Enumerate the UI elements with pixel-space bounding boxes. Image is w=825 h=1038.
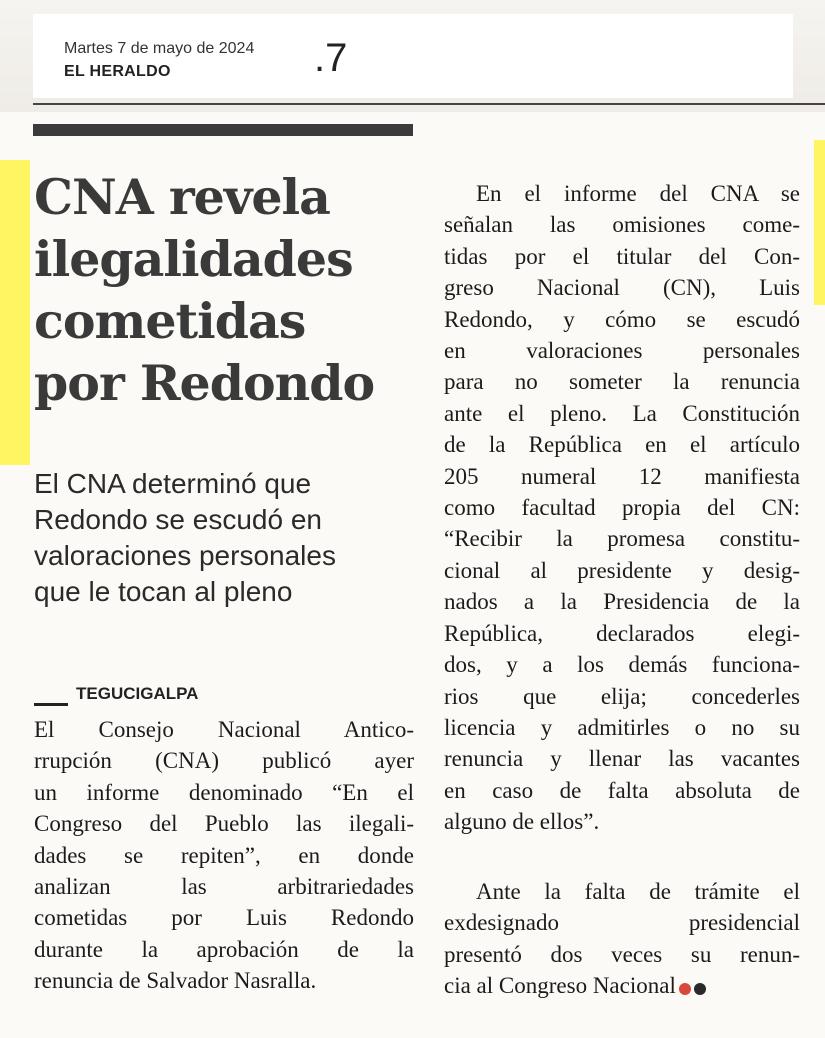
text-line: señalan las omisiones come- bbox=[444, 212, 800, 238]
text-line: licencia y admitirles o no su bbox=[444, 714, 800, 740]
text-line: como facultad propia del CN: bbox=[444, 495, 800, 521]
text-line: exdesignado presidencial bbox=[444, 910, 800, 936]
article-column-1 bbox=[34, 714, 414, 997]
text-line: presentó dos veces su renun- bbox=[444, 941, 800, 967]
text-line: rios que elija; concederles bbox=[444, 683, 800, 709]
text-line: cional al presidente y desig- bbox=[444, 557, 800, 583]
text-line: para no someter la renuncia bbox=[444, 369, 800, 395]
text-line: renuncia y llenar las vacantes bbox=[444, 746, 800, 772]
text-line: nados a la Presidencia de la bbox=[444, 589, 800, 615]
text-line: El Consejo Nacional Antico- bbox=[34, 717, 414, 742]
article-column-2 bbox=[444, 178, 800, 838]
text-line: Redondo, y cómo se escudó bbox=[444, 306, 800, 332]
text-line: tidas por el titular del Con- bbox=[444, 243, 800, 269]
headline-line: ilegalidades bbox=[34, 230, 353, 288]
text-line: República, declarados elegi- bbox=[444, 620, 800, 646]
header-rule bbox=[33, 103, 825, 105]
text-line: greso Nacional (CN), Luis bbox=[444, 275, 800, 301]
text-line: “Recibir la promesa constitu- bbox=[444, 526, 800, 552]
text-line: alguno de ellos”. bbox=[444, 809, 600, 835]
dateline-dash bbox=[34, 703, 68, 706]
text-line: de la República en el artículo bbox=[444, 432, 800, 458]
headline-line: CNA revela bbox=[34, 168, 330, 226]
text-line: ante el pleno. La Constitución bbox=[444, 400, 800, 426]
text-line: En el informe del CNA se bbox=[476, 181, 800, 206]
headline-bar bbox=[33, 124, 413, 136]
dateline: TEGUCIGALPA bbox=[76, 684, 199, 703]
headline-line: por Redondo bbox=[34, 354, 375, 412]
text-line: en caso de falta absoluta de bbox=[444, 777, 800, 803]
text-line: un informe denominado “En el bbox=[34, 779, 414, 805]
highlighter-mark-right bbox=[814, 140, 825, 305]
subheadline-line: que le tocan al pleno bbox=[34, 576, 293, 607]
text-line: dades se repiten”, en donde bbox=[34, 842, 414, 868]
text-line-final bbox=[444, 970, 800, 1003]
text-line: durante la aprobación de la bbox=[34, 936, 414, 962]
article-column-3 bbox=[444, 876, 800, 1004]
end-of-article-icon bbox=[676, 972, 706, 1003]
text-line: dos, y a los demás funciona- bbox=[444, 652, 800, 678]
text-line: cometidas por Luis Redondo bbox=[34, 905, 414, 931]
text-line: 205 numeral 12 manifiesta bbox=[444, 463, 800, 489]
headline bbox=[34, 166, 424, 414]
headline-line: cometidas bbox=[34, 292, 306, 350]
subheadline-line: El CNA determinó que bbox=[34, 468, 312, 499]
text-line: Ante la falta de trámite el bbox=[476, 879, 800, 904]
text-line: rrupción (CNA) publicó ayer bbox=[34, 748, 414, 774]
text-line: renuncia de Salvador Nasralla. bbox=[34, 968, 317, 994]
text-line: en valoraciones personales bbox=[444, 338, 800, 364]
subheadline bbox=[34, 466, 414, 610]
text-line: cia al Congreso Nacional bbox=[444, 973, 676, 999]
header-page-number: .7 bbox=[314, 36, 348, 80]
text-line: Congreso del Pueblo las ilegali- bbox=[34, 811, 414, 837]
highlighter-mark-left bbox=[0, 160, 30, 465]
subheadline-line: valoraciones personales bbox=[34, 540, 336, 571]
subheadline-line: Redondo se escudó en bbox=[34, 504, 322, 535]
header-date: Martes 7 de mayo de 2024 bbox=[64, 40, 255, 57]
header-newspaper-name: EL HERALDO bbox=[64, 63, 171, 80]
text-line: analizan las arbitrariedades bbox=[34, 874, 414, 900]
